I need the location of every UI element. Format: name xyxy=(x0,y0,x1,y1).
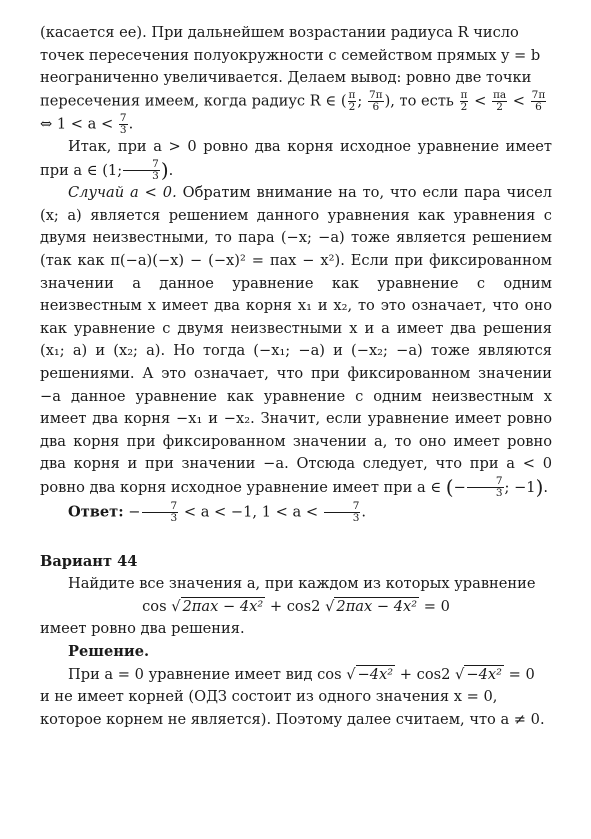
sol-radicand-2: −4x² xyxy=(466,665,502,683)
document-page xyxy=(40,22,552,731)
frac-7pi-6: $\frac{7\pi}{6}$ xyxy=(368,88,383,113)
para1-line2: точек пересечения полуокружности с семейством прямых y = b xyxy=(40,46,541,64)
para2: Итак, при a > 0 ровно два корня исходное уравнение имеет при a ∈ (1; $\frac{7}{3}$ ). xyxy=(40,137,552,183)
solution-line3: которое корнем не является). Поэтому далее считаем, что a ≠ 0. xyxy=(40,710,545,728)
para2-interval: при a ∈ (1; xyxy=(40,161,123,179)
sol-radicand-1: −4x² xyxy=(357,665,394,683)
answer: Ответ: − $\frac{7}{3}$ < a < −1, 1 < a < $\frac{7}{3}$ . xyxy=(68,500,367,525)
frac-7-3-d: $\frac{7}{3}$ xyxy=(142,501,179,524)
answer-label: Ответ: xyxy=(68,503,124,521)
variant-task-end: имеет ровно два решения. xyxy=(40,620,245,638)
variant-equation: cos √ 2πax − 4x² + cos2 √ 2πax − 4x² = 0 xyxy=(142,597,450,615)
answer-text-a: − xyxy=(128,503,141,521)
frac-7-3-e: $\frac{7}{3}$ xyxy=(324,501,361,524)
frac-pi-2-b: $\frac{\pi}{2}$ xyxy=(460,88,468,113)
answer-text-b: < a < −1, 1 < a < xyxy=(183,503,319,521)
frac-pia-2: $\frac{\pi a}{2}$ xyxy=(492,88,507,113)
para1-line4-mid: ), то есть xyxy=(384,92,454,110)
frac-7-3-b: $\frac{7}{3}$ xyxy=(123,159,160,182)
para1-line4-start: пересечения имеем, когда радиус R ∈ ( xyxy=(40,92,347,110)
frac-7-3-c: $\frac{7}{3}$ xyxy=(467,476,504,499)
para1-line1: (касается ее). При дальнейшем возрастании радиуса R число xyxy=(40,24,519,41)
case-label: Случай a < 0. xyxy=(68,184,177,202)
para2-text: Итак, при a > 0 ровно два корня исходное уравнение имеет xyxy=(68,137,552,155)
variant-task: Найдите все значения a, при каждом из которых уравнение xyxy=(68,575,536,593)
frac-pi-2: $\frac{\pi}{2}$ xyxy=(348,88,356,113)
solution-line2: и не имеет корней (ОДЗ состоит из одного значения x = 0, xyxy=(40,688,498,706)
variant-title: Вариант 44 xyxy=(40,552,138,570)
para1: (касается ее). При дальнейшем возрастании радиуса R число точек пересечения полуокружности с семейством прямых y = b неограниченно увеличивается. Делаем вывод: ровно две точки пересечения имеем, когда радиус R ∈ ( $\frac{\pi}{2}$ ; $\frac{7\pi}{6}$ ), то есть $\frac{\pi}{2}$ < $\frac{\pi a}{2}$ < $\frac{7\pi}{6}$ ⇔ 1 < a < $\frac{7}{3}$ . xyxy=(40,24,546,136)
frac-7-3: $\frac{7}{3}$ xyxy=(119,111,127,136)
frac-7pi-6-b: $\frac{7\pi}{6}$ xyxy=(531,88,546,113)
solution-line1: При a = 0 уравнение имеет вид cos √ −4x² + cos2 √ −4x² = 0 xyxy=(68,665,535,683)
eq-radicand-1: 2πax − 4x² xyxy=(182,597,264,615)
solution-label: Решение. xyxy=(68,642,150,660)
para3-text: Обратим внимание на то, что если пара чисел (x; a) является решением данного уравнения как уравнения с двумя неизвестными, то пара (−x; −a) тоже является решением (так как π(−a)(−x) − (−x)² = πax − x²). Если при фиксированном значении a данное уравнение как уравнение с одним неизвестным x имеет два корня x₁ и x₂, то это означает, что оно как уравнение с двумя неизвестными x и a имеет два решения (x₁; a) и (x₂; a). Но тогда (−x₁; −a) и (−x₂; −a) тоже являются решениями. А это означает, что при фиксированном значении −a данное уравнение как уравнение с одним неизвестным x имеет два корня −x₁ и −x₂. Значит, если уравнение имеет ровно два корня при фиксированном значении a, то оно имеет ровно два корня и при значении −a. Отсюда следует, что при a < 0 ровно два корня исходное уравнение имеет при a ∈ xyxy=(40,184,552,496)
eq-radicand-2: 2πax − 4x² xyxy=(336,597,418,615)
para1-line3: неограниченно увеличивается. Делаем вывод: ровно две точки xyxy=(40,69,532,87)
para3: Случай a < 0. Обратим внимание на то, что если пара чисел (x; a) является решением данного уравнения как уравнения с двумя неизвестными, то пара (−x; −a) тоже является решением (так как π(−a)(−x) − (−x)² = πax − x²). Если при фиксированном значении a данное уравнение как уравнение с одним неизвестным x имеет два корня x₁ и x₂, то это означает, что оно как уравнение с двумя неизвестными x и a имеет два решения (x₁; a) и (x₂; a). Но тогда (−x₁; −a) и (−x₂; −a) тоже являются решениями. А это означает, что при фиксированном значении −a данное уравнение как уравнение с одним неизвестным x имеет два корня −x₁ и −x₂. Значит, если уравнение имеет ровно два корня при фиксированном значении a, то оно имеет ровно два корня и при значении −a. Отсюда следует, что при a < 0 ровно два корня исходное уравнение имеет при a ∈ (− $\frac{7}{3}$ ; −1). xyxy=(40,184,552,500)
para1-line5: ⇔ 1 < a < xyxy=(40,115,114,133)
